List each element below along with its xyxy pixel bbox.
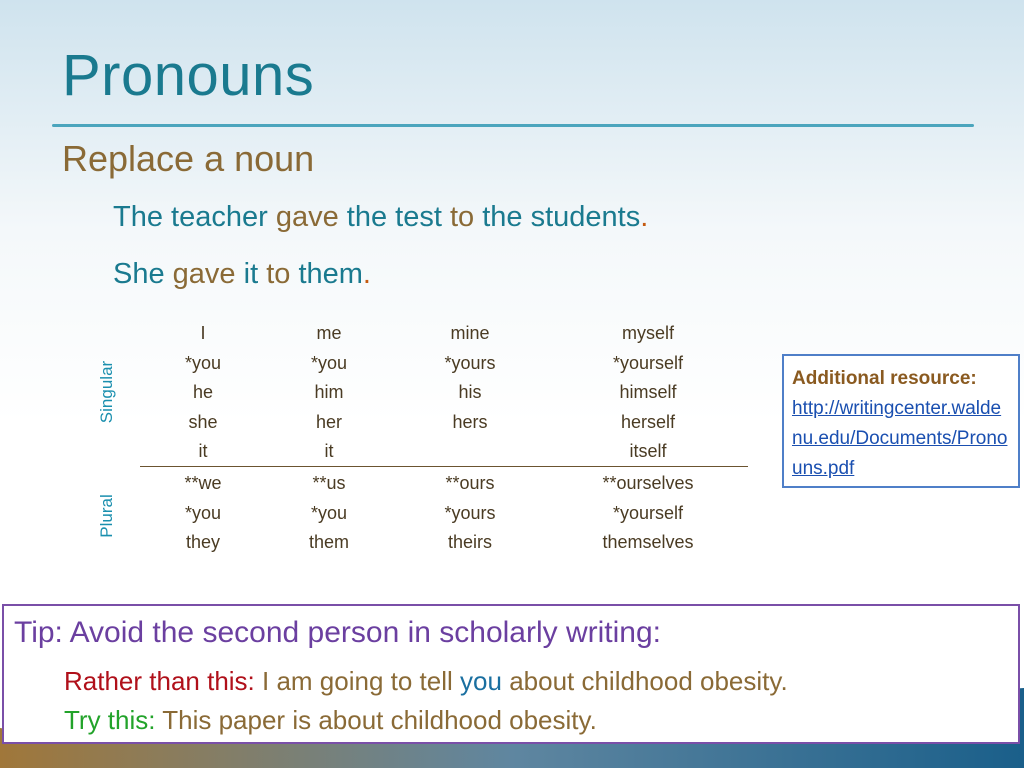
pronoun-cell: **we [184,473,222,494]
pronoun-cell: **ourselves [602,473,694,494]
pronoun-cell: they [185,532,221,553]
ex2-verb: gave [172,258,236,290]
tip-box [2,604,1020,744]
pronoun-cell: he [192,382,214,403]
rather-label: Rather than this: [64,666,255,696]
pronoun-cell: I [200,323,206,344]
pronoun-cell: them [308,532,350,553]
title-divider [52,124,974,127]
pronoun-cell: **us [312,473,346,494]
slide-subtitle: Replace a noun [62,138,315,179]
pronoun-row [140,437,748,467]
ex1-indirect-object: the students [482,201,641,233]
ex1-verb: gave [275,201,339,233]
pronoun-row [140,499,748,529]
ex2-indirect-object: them [298,258,363,290]
tip-try-line [64,705,597,736]
pronoun-cell: hers [452,411,488,432]
plural-label: Plural [97,494,116,538]
pronoun-cell: it [324,441,334,462]
ex2-period: . [362,258,371,290]
pronoun-cell: *yourself [612,352,684,373]
ex2-subject: She [113,258,165,290]
resource-link[interactable]: http://writingcenter.waldenu.edu/Documents/Pronouns.pdf [792,398,1008,479]
pronoun-cell: herself [620,411,676,432]
tip-rather-line [64,666,788,697]
ex1-object: the test [346,201,442,233]
pronoun-cell: *you [310,352,348,373]
singular-label: Singular [97,360,116,424]
pronoun-cell: himself [619,382,677,403]
pronoun-cell: itself [629,441,667,462]
pronoun-cell: mine [450,323,490,344]
pronoun-cell: his [458,382,482,403]
additional-resource-box [782,354,1020,488]
try-text: This paper is about childhood obesity. [162,705,597,735]
pronoun-cell: she [188,411,218,432]
ex1-preposition: to [449,201,475,233]
pronoun-cell: themselves [602,532,694,553]
example-sentence-2 [113,258,371,291]
ex1-subject: The teacher [113,201,268,233]
pronoun-cell: *you [184,352,222,373]
pronoun-cell: *you [310,502,348,523]
pronoun-cell: theirs [447,532,492,553]
pronoun-row [140,408,748,438]
pronoun-cell: it [198,441,208,462]
pronoun-cell: him [314,382,344,403]
singular-plural-divider [140,466,748,467]
pronoun-cell: *yours [444,352,496,373]
rather-text-part2: about childhood obesity. [509,666,788,696]
pronoun-row [140,349,748,379]
pronoun-cell: *you [184,502,222,523]
rather-you: you [460,666,502,696]
ex2-object: it [243,258,259,290]
plural-pronoun-grid [140,469,748,558]
try-label: Try this: [64,705,156,735]
pronoun-cell: *yourself [612,502,684,523]
tip-heading: Tip: Avoid the second person in scholarly writing: [14,616,662,649]
example-sentence-1 [113,201,648,234]
pronoun-row [140,378,748,408]
singular-pronoun-grid [140,319,748,467]
pronoun-row [140,528,748,558]
pronoun-cell: me [316,323,342,344]
pronoun-cell: *yours [444,502,496,523]
pronoun-cell: **ours [445,473,495,494]
ex2-preposition: to [266,258,291,290]
slide-title: Pronouns [62,43,315,108]
rather-text-part1: I am going to tell [262,666,453,696]
resource-heading: Additional resource: [792,368,977,389]
pronoun-cell: myself [621,323,674,344]
pronoun-row [140,319,748,349]
ex1-period: . [640,201,649,233]
pronoun-row [140,469,748,499]
pronoun-cell: her [315,411,342,432]
